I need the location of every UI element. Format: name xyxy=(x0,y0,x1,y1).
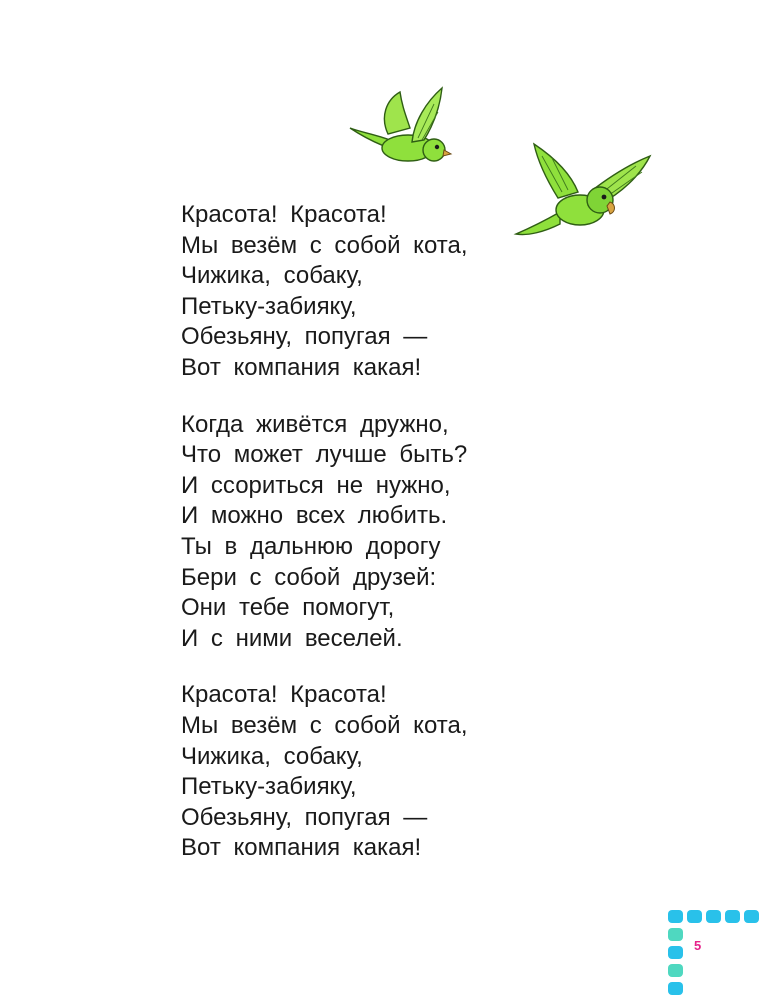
poem-line: Обезьяну, попугая — xyxy=(181,803,428,831)
poem-line: Обезьяну, попугая — xyxy=(181,323,428,351)
stanza xyxy=(181,680,541,864)
poem-line: Они тебе помогут, xyxy=(181,594,395,622)
poem-line: Чижика, собаку, xyxy=(181,742,363,770)
poem-line: Красота! Красота! xyxy=(181,681,387,709)
stanza xyxy=(181,410,541,655)
poem-line: Когда живётся дружно, xyxy=(181,410,449,438)
stanza xyxy=(181,200,541,384)
poem-line: И ссориться не нужно, xyxy=(181,471,451,499)
corner-tile-decoration xyxy=(668,910,762,1000)
poem-line: Красота! Красота! xyxy=(181,201,387,228)
poem-line: Петьку-забияку, xyxy=(181,773,357,801)
green-bird-illustration xyxy=(348,82,454,174)
poem-line: И с ними веселей. xyxy=(181,624,403,652)
poem-line: И можно всех любить. xyxy=(181,502,448,530)
poem-line: Что может лучше быть? xyxy=(181,441,468,469)
poem xyxy=(181,200,541,890)
poem-line: Ты в дальнюю дорогу xyxy=(181,532,441,560)
poem-line: Мы везём с собой кота, xyxy=(181,231,468,259)
poem-line: Бери с собой друзей: xyxy=(181,563,437,591)
page-number: 5 xyxy=(694,938,702,953)
poem-line: Чижика, собаку, xyxy=(181,262,363,290)
poem-line: Петьку-забияку, xyxy=(181,292,357,320)
poem-line: Мы везём с собой кота, xyxy=(181,711,468,739)
poem-line: Вот компания какая! xyxy=(181,353,422,381)
poem-line: Вот компания какая! xyxy=(181,834,422,862)
